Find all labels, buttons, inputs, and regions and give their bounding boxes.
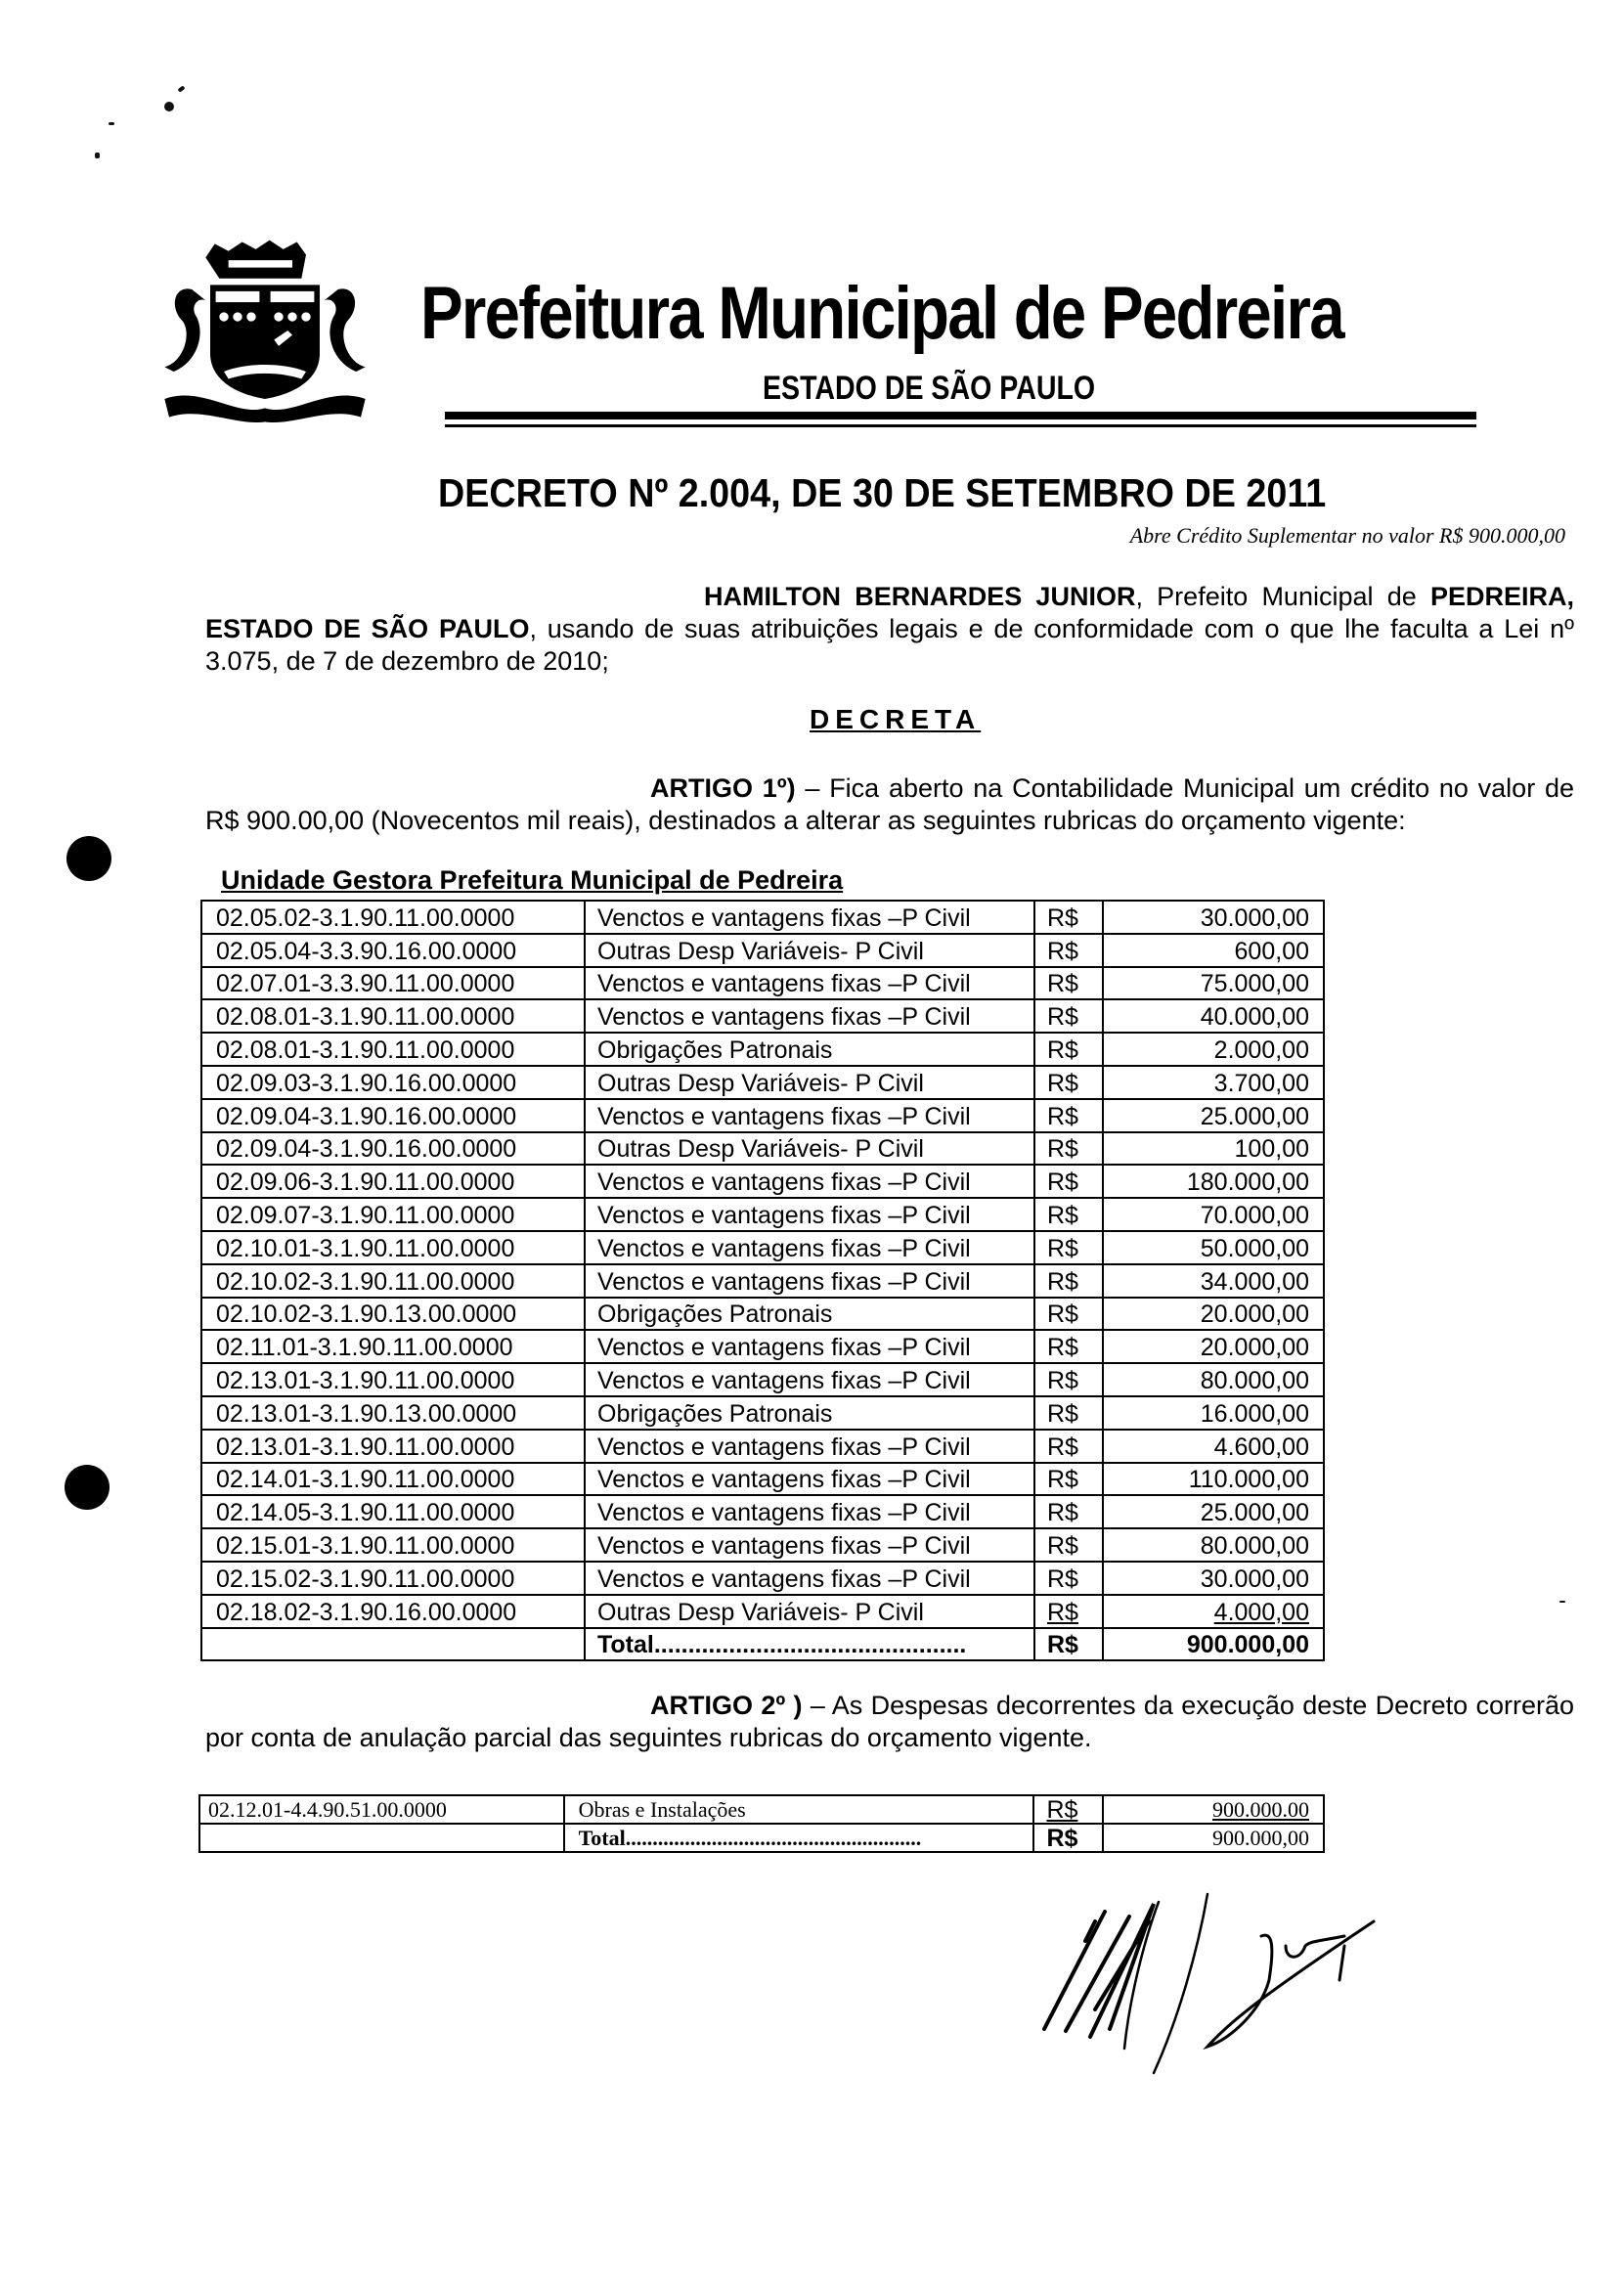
amount: 3.700,00 [1103,1066,1324,1099]
punch-hole-bottom [65,1465,110,1510]
amount: 80.000,00 [1103,1363,1324,1396]
amount: 4.000,00 [1103,1595,1324,1628]
decree-title: DECRETO Nº 2.004, DE 30 DE SETEMBRO DE 2011 [438,470,1327,515]
header-rule-thin [445,424,1476,427]
preamble-paragraph: HAMILTON BERNARDES JUNIOR, Prefeito Municipal de PEDREIRA, ESTADO DE SÃO PAULO, usando de suas atribuições legais e de conformidade com o que lhe faculta a Lei nº 3.075, de 7 de dezembro de 2010; [205,582,1574,676]
account-description: Venctos e vantagens fixas –P Civil [585,1099,1034,1132]
state-name: ESTADO DE SÃO PAULO [205,614,530,643]
table-row [201,1298,1324,1331]
table-row [201,1198,1324,1231]
currency: R$ [1034,1396,1103,1430]
table-row [201,934,1324,967]
amount: 25.000,00 [1103,1099,1324,1132]
currency: R$ [1034,1363,1103,1396]
scan-speck [1559,1601,1565,1603]
table-row [201,1430,1324,1463]
account-code: 02.11.01-3.1.90.11.00.0000 [201,1330,585,1363]
punch-hole-top [66,836,111,881]
total-amount: 900.000,00 [1103,1628,1324,1661]
account-description: Venctos e vantagens fixas –P Civil [585,1198,1034,1231]
scan-speck [109,122,114,125]
amount: 20.000,00 [1103,1298,1324,1331]
account-code: 02.09.04-3.1.90.16.00.0000 [201,1099,585,1132]
article-2-label: ARTIGO 2º ) [650,1691,803,1720]
account-description: Obrigações Patronais [585,1033,1034,1066]
account-code: 02.12.01-4.4.90.51.00.0000 [199,1795,564,1824]
account-code: 02.13.01-3.1.90.11.00.0000 [201,1430,585,1463]
account-description: Venctos e vantagens fixas –P Civil [585,1330,1034,1363]
currency: R$ [1034,1330,1103,1363]
account-description: Venctos e vantagens fixas –P Civil [585,1363,1034,1396]
currency: R$ [1034,967,1103,1000]
account-code: 02.10.01-3.1.90.11.00.0000 [201,1231,585,1264]
account-code: 02.14.05-3.1.90.11.00.0000 [201,1495,585,1528]
organization-title: Prefeitura Municipal de Pedreira [420,272,1343,355]
account-code: 02.09.04-3.1.90.16.00.0000 [201,1132,585,1166]
total-currency: R$ [1033,1824,1102,1852]
total-label: Total....................................................... [564,1824,1034,1852]
account-description: Venctos e vantagens fixas –P Civil [585,1528,1034,1562]
table-row [201,1330,1324,1363]
account-code: 02.08.01-3.1.90.11.00.0000 [201,999,585,1033]
account-description: Venctos e vantagens fixas –P Civil [585,1165,1034,1198]
account-description: Obrigações Patronais [585,1298,1034,1331]
account-code: 02.13.01-3.1.90.13.00.0000 [201,1396,585,1430]
amount: 20.000,00 [1103,1330,1324,1363]
unit-heading: Unidade Gestora Prefeitura Municipal de Pedreira [221,865,844,895]
account-code: 02.08.01-3.1.90.11.00.0000 [201,1033,585,1066]
table-row [201,901,1324,934]
account-description: Venctos e vantagens fixas –P Civil [585,1562,1034,1595]
table-row [201,1396,1324,1430]
account-code: 02.10.02-3.1.90.13.00.0000 [201,1298,585,1331]
currency: R$ [1034,1099,1103,1132]
account-description: Venctos e vantagens fixas –P Civil [585,1495,1034,1528]
account-code: 02.09.07-3.1.90.11.00.0000 [201,1198,585,1231]
coat-of-arms-icon [154,235,375,426]
account-description: Venctos e vantagens fixas –P Civil [585,1463,1034,1496]
currency: R$ [1034,1165,1103,1198]
currency: R$ [1034,1066,1103,1099]
currency: R$ [1034,1430,1103,1463]
account-code: 02.05.04-3.3.90.16.00.0000 [201,934,585,967]
amount: 50.000,00 [1103,1231,1324,1264]
table-row [201,1495,1324,1528]
table-row [201,999,1324,1033]
currency: R$ [1034,1231,1103,1264]
amount: 70.000,00 [1103,1198,1324,1231]
table-row [201,1562,1324,1595]
account-description: Outras Desp Variáveis- P Civil [585,1132,1034,1166]
account-description: Outras Desp Variáveis- P Civil [585,1595,1034,1628]
article-1-label: ARTIGO 1º) [650,773,796,803]
total-label: Total.............................................. [585,1628,1034,1661]
currency: R$ [1034,1264,1103,1298]
account-description: Obrigações Patronais [585,1396,1034,1430]
account-description: Venctos e vantagens fixas –P Civil [585,967,1034,1000]
amount: 30.000,00 [1103,1562,1324,1595]
currency: R$ [1034,1463,1103,1496]
annulment-table [198,1794,1325,1853]
table-row [201,967,1324,1000]
scan-speck [95,153,100,158]
table-row [201,1066,1324,1099]
account-code: 02.15.01-3.1.90.11.00.0000 [201,1528,585,1562]
amount: 25.000,00 [1103,1495,1324,1528]
table-row [201,1165,1324,1198]
amount: 75.000,00 [1103,967,1324,1000]
account-code: 02.09.03-3.1.90.16.00.0000 [201,1066,585,1099]
scan-speck [164,102,174,111]
table-row [201,1033,1324,1066]
decreta-heading: DECRETA [810,704,982,734]
currency: R$ [1034,1298,1103,1331]
organization-state: ESTADO DE SÃO PAULO [763,370,1096,407]
table-row [201,1264,1324,1298]
amount: 2.000,00 [1103,1033,1324,1066]
amount: 900.000.00 [1103,1795,1324,1824]
currency: R$ [1034,1595,1103,1628]
account-code: 02.07.01-3.3.90.11.00.0000 [201,967,585,1000]
account-description: Venctos e vantagens fixas –P Civil [585,901,1034,934]
table-row [201,1463,1324,1496]
currency: R$ [1034,1033,1103,1066]
header-rule-thick [445,412,1476,419]
amount: 80.000,00 [1103,1528,1324,1562]
currency: R$ [1034,1562,1103,1595]
table-row [199,1795,1324,1824]
account-description: Venctos e vantagens fixas –P Civil [585,1231,1034,1264]
amount: 34.000,00 [1103,1264,1324,1298]
account-description: Venctos e vantagens fixas –P Civil [585,1264,1034,1298]
table-row [201,1132,1324,1166]
amount: 180.000,00 [1103,1165,1324,1198]
table-row [201,1231,1324,1264]
account-code: 02.15.02-3.1.90.11.00.0000 [201,1562,585,1595]
total-currency: R$ [1034,1628,1103,1661]
account-description: Venctos e vantagens fixas –P Civil [585,999,1034,1033]
account-code: 02.10.02-3.1.90.11.00.0000 [201,1264,585,1298]
account-description: Outras Desp Variáveis- P Civil [585,934,1034,967]
account-description: Obras e Instalações [564,1795,1034,1824]
total-amount: 900.000,00 [1103,1824,1324,1852]
currency: R$ [1034,1132,1103,1166]
total-row [199,1824,1324,1852]
currency: R$ [1034,934,1103,967]
mayor-name: HAMILTON BERNARDES JUNIOR [704,582,1136,611]
table-row [201,1099,1324,1132]
account-code: 02.05.02-3.1.90.11.00.0000 [201,901,585,934]
account-description: Venctos e vantagens fixas –P Civil [585,1430,1034,1463]
currency: R$ [1034,1528,1103,1562]
amount: 30.000,00 [1103,901,1324,934]
decree-subtitle: Abre Crédito Suplementar no valor R$ 900.000,00 [1129,523,1565,548]
currency: R$ [1034,901,1103,934]
amount: 16.000,00 [1103,1396,1324,1430]
currency: R$ [1034,1198,1103,1231]
currency: R$ [1033,1795,1102,1824]
currency: R$ [1034,1495,1103,1528]
amount: 100,00 [1103,1132,1324,1166]
total-row [201,1628,1324,1661]
table-row [201,1363,1324,1396]
credit-table [200,900,1325,1661]
signature-icon [1007,1882,1398,2088]
account-description: Outras Desp Variáveis- P Civil [585,1066,1034,1099]
amount: 40.000,00 [1103,999,1324,1033]
amount: 110.000,00 [1103,1463,1324,1496]
amount: 600,00 [1103,934,1324,967]
account-code: 02.14.01-3.1.90.11.00.0000 [201,1463,585,1496]
table-row [201,1595,1324,1628]
scan-speck [177,85,185,92]
table-row [201,1528,1324,1562]
account-code: 02.18.02-3.1.90.16.00.0000 [201,1595,585,1628]
article-1-paragraph: ARTIGO 1º) – Fica aberto na Contabilidade Municipal um crédito no valor de R$ 900.00,00 (Novecentos mil reais), destinados a alterar as seguintes rubricas do orçamento vigente: [205,773,1574,835]
account-code: 02.09.06-3.1.90.11.00.0000 [201,1165,585,1198]
article-2-paragraph: ARTIGO 2º ) – As Despesas decorrentes da execução deste Decreto correrão por conta de anulação parcial das seguintes rubricas do orçamento vigente. [205,1691,1574,1752]
currency: R$ [1034,999,1103,1033]
amount: 4.600,00 [1103,1430,1324,1463]
account-code: 02.13.01-3.1.90.11.00.0000 [201,1363,585,1396]
